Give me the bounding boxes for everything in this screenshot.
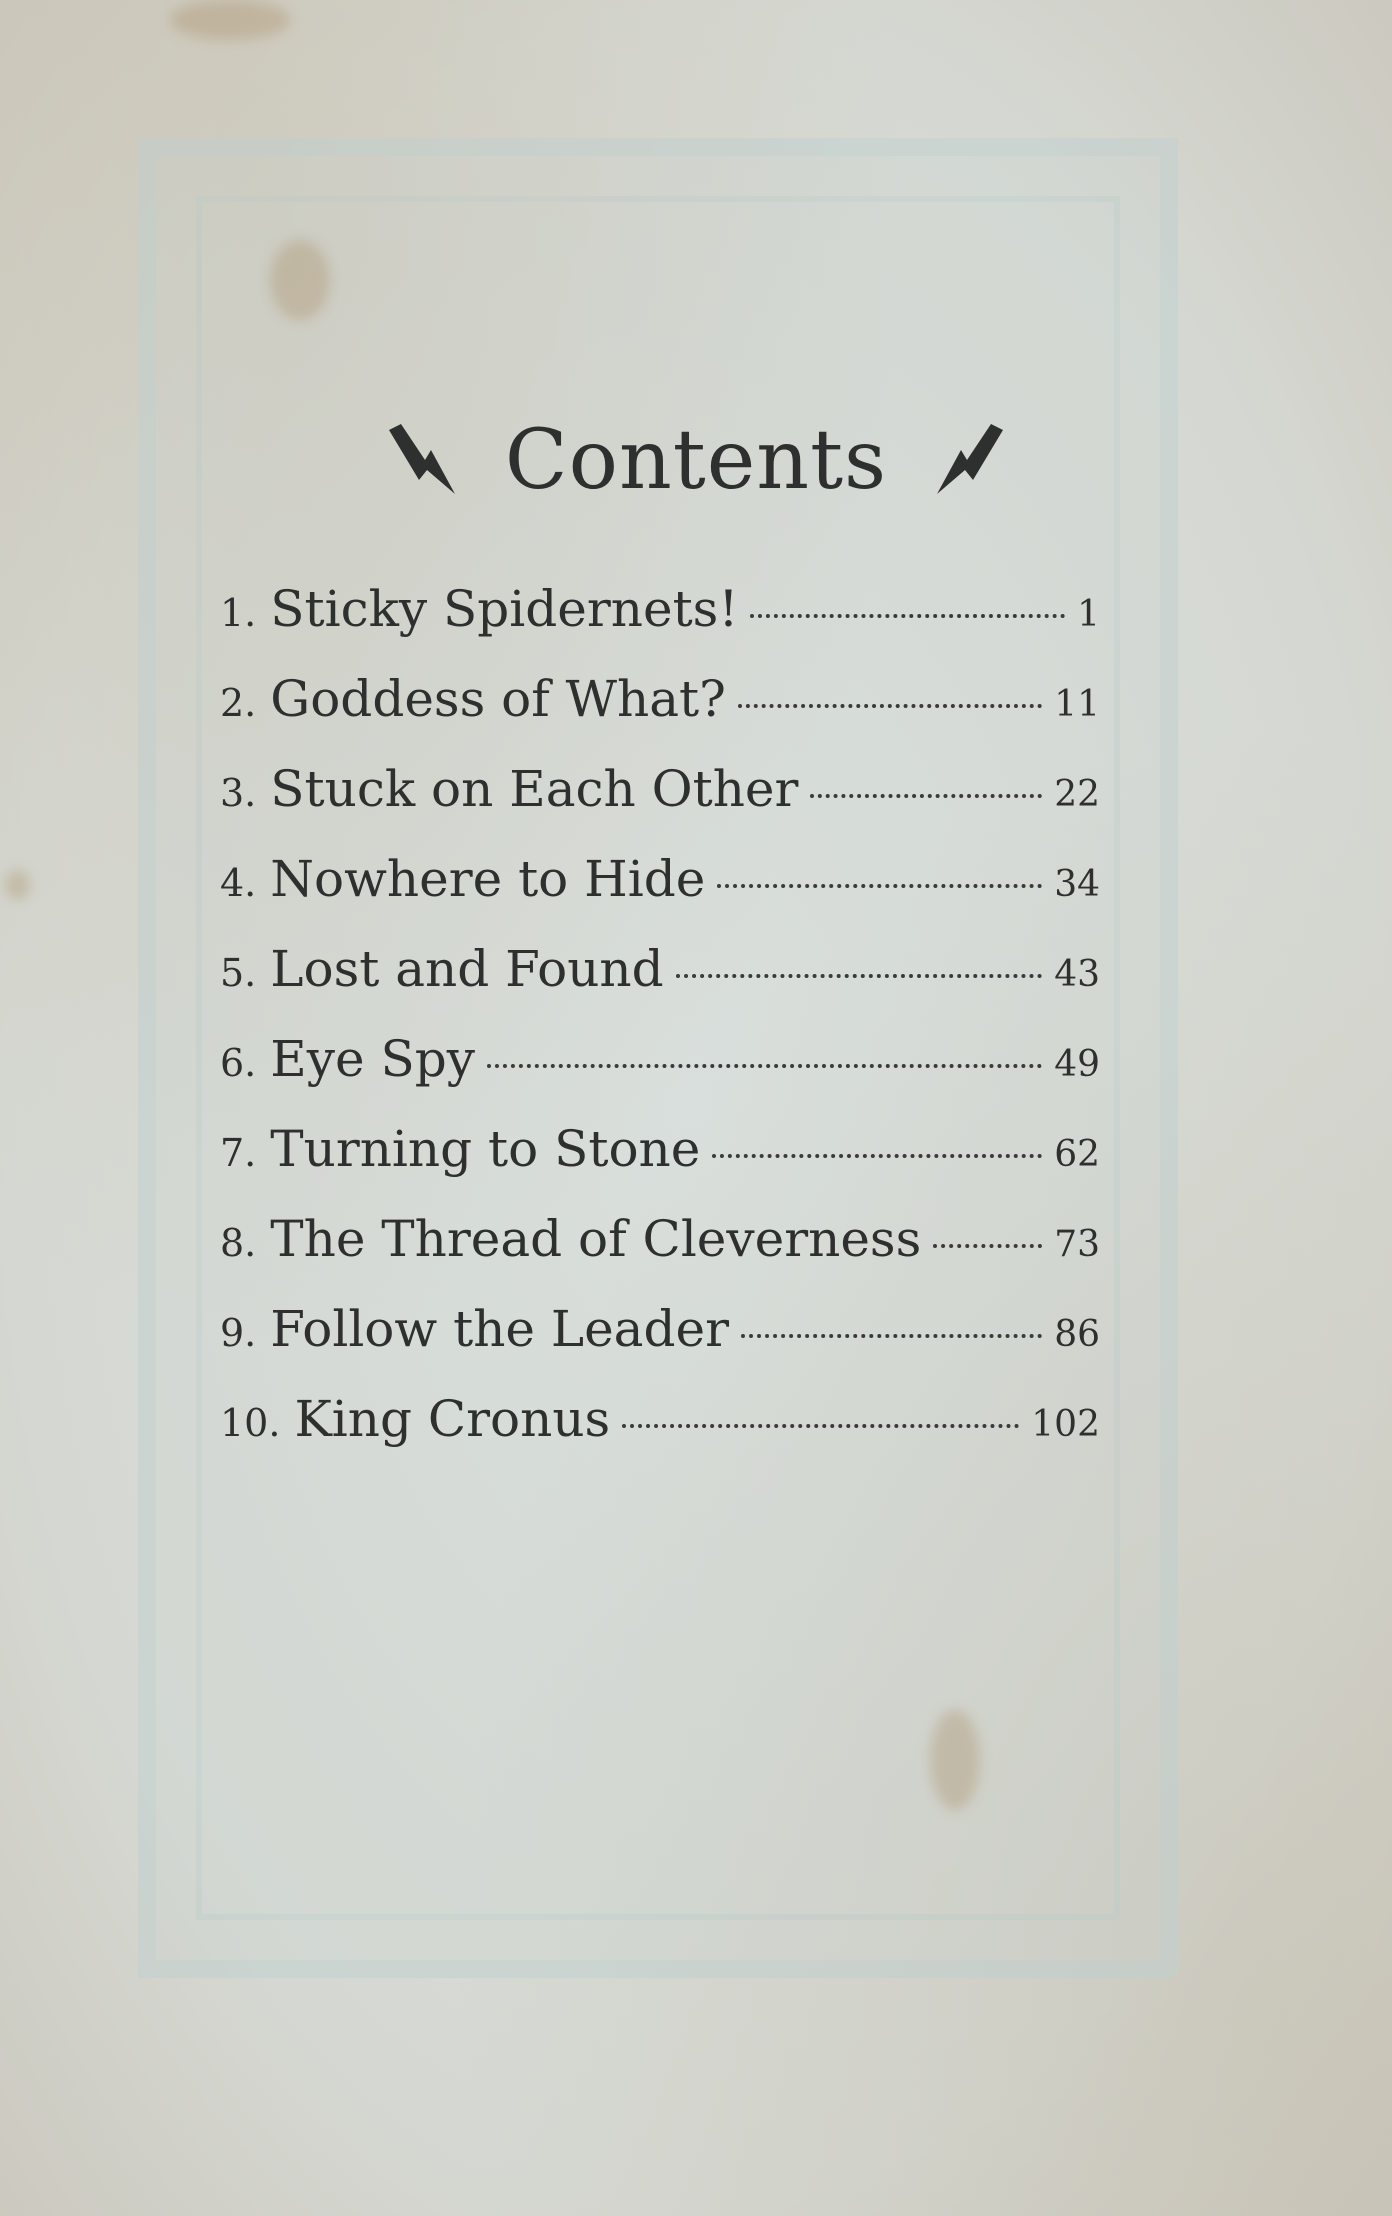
page-number: 22 <box>1054 774 1100 815</box>
dot-leader <box>717 884 1042 888</box>
toc-entry <box>220 1390 1100 1480</box>
page-number: 49 <box>1054 1044 1100 1085</box>
chapter-title: Stuck on Each Other <box>270 760 799 818</box>
page-number: 1 <box>1077 594 1100 635</box>
chapter-number: 8. <box>220 1221 257 1265</box>
chapter-number: 4. <box>220 861 257 905</box>
dot-leader <box>750 614 1065 618</box>
page-number: 62 <box>1054 1134 1100 1175</box>
chapter-number: 2. <box>220 681 257 725</box>
dot-leader <box>622 1424 1019 1428</box>
chapter-title: The Thread of Cleverness <box>270 1210 922 1268</box>
chapter-number: 6. <box>220 1041 257 1085</box>
lightning-bolt-icon <box>935 420 1005 500</box>
dot-leader <box>810 794 1042 798</box>
chapter-title: King Cronus <box>294 1390 611 1448</box>
page-number: 73 <box>1054 1224 1100 1265</box>
dot-leader <box>712 1154 1042 1158</box>
dot-leader <box>741 1334 1042 1338</box>
paper-stain <box>170 0 290 40</box>
dot-leader <box>933 1244 1042 1248</box>
toc-entry <box>220 760 1100 850</box>
dot-leader <box>738 704 1042 708</box>
page-number: 102 <box>1031 1404 1100 1445</box>
chapter-number: 7. <box>220 1131 257 1175</box>
page-number: 34 <box>1054 864 1100 905</box>
chapter-title: Goddess of What? <box>270 670 726 728</box>
toc-entry <box>220 850 1100 940</box>
paper-stain <box>930 1710 980 1810</box>
page-number: 86 <box>1054 1314 1100 1355</box>
dot-leader <box>676 974 1043 978</box>
toc-entry <box>220 580 1100 670</box>
chapter-title: Sticky Spidernets! <box>270 580 739 638</box>
chapter-number: 9. <box>220 1311 257 1355</box>
page-number: 11 <box>1054 684 1100 725</box>
chapter-title: Nowhere to Hide <box>270 850 706 908</box>
chapter-number: 3. <box>220 771 257 815</box>
page-title: Contents <box>504 412 888 508</box>
toc-entry <box>220 1030 1100 1120</box>
paper-stain <box>270 240 330 320</box>
table-of-contents <box>220 580 1100 1480</box>
chapter-number: 1. <box>220 591 257 635</box>
toc-entry <box>220 940 1100 1030</box>
chapter-title: Turning to Stone <box>270 1120 701 1178</box>
chapter-title: Lost and Found <box>270 940 664 998</box>
chapter-title: Eye Spy <box>270 1030 476 1088</box>
dot-leader <box>487 1064 1042 1068</box>
chapter-number: 5. <box>220 951 257 995</box>
toc-entry <box>220 670 1100 760</box>
chapter-title: Follow the Leader <box>270 1300 729 1358</box>
lightning-bolt-icon <box>387 420 457 500</box>
paper-stain <box>5 870 30 900</box>
toc-entry <box>220 1120 1100 1210</box>
toc-entry <box>220 1300 1100 1390</box>
contents-header <box>0 405 1392 515</box>
page-number: 43 <box>1054 954 1100 995</box>
toc-entry <box>220 1210 1100 1300</box>
chapter-number: 10. <box>220 1401 281 1445</box>
